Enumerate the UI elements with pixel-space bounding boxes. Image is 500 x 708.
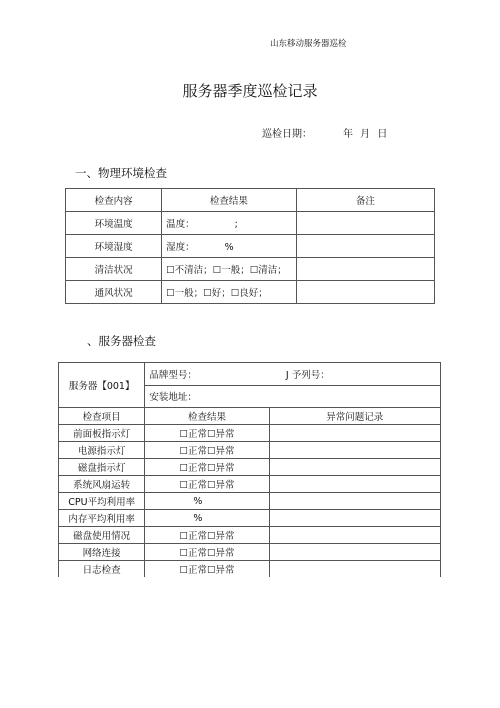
inspection-date-ymd: 年 月 日 (343, 129, 388, 140)
header-check-item: 检查内容 (66, 189, 162, 212)
table-row (59, 476, 441, 493)
row-result[interactable]: ☐正常☐异常 (145, 425, 269, 442)
row-item: 清洁状况 (66, 258, 162, 281)
humidity-unit: % (224, 242, 234, 253)
document-title: 服务器季度巡检记录 (182, 82, 318, 100)
temperature-unit: ; (234, 219, 238, 230)
table-header-row (59, 408, 441, 425)
row-result[interactable]: % (145, 493, 269, 510)
row-result[interactable]: ☐正常☐异常 (145, 544, 269, 561)
row-item: 内存平均利用率 (59, 510, 145, 527)
row-item: CPU平均利用率 (59, 493, 145, 510)
row-issue[interactable] (269, 476, 440, 493)
row-remark[interactable] (296, 212, 434, 235)
header-check-result: 检查结果 (162, 189, 297, 212)
row-issue[interactable] (269, 442, 440, 459)
humidity-label: 湿度： (166, 242, 195, 253)
row-remark[interactable] (296, 258, 434, 281)
header-remarks: 备注 (296, 189, 434, 212)
header-issue-record: 异常问题记录 (269, 408, 440, 425)
install-location-label: 安装地址： (149, 392, 197, 404)
header-note: 山东移动服务器巡检 (270, 39, 347, 49)
row-issue[interactable] (269, 561, 440, 578)
row-item: 通风状况 (66, 281, 162, 304)
row-result[interactable]: ☐正常☐异常 (145, 442, 269, 459)
header-check-result: 检查结果 (145, 408, 269, 425)
inspection-date-label: 巡检日期： (262, 129, 312, 140)
ventilation-options[interactable]: ☐一般；☐好；☐良好； (162, 281, 297, 304)
row-item: 磁盘使用情况 (59, 527, 145, 544)
table-header-row (66, 189, 435, 212)
row-issue[interactable] (269, 493, 440, 510)
server-info-row (59, 363, 441, 386)
table-row (59, 459, 441, 476)
row-result[interactable] (162, 235, 297, 258)
row-item: 环境温度 (66, 212, 162, 235)
table-row (66, 212, 435, 235)
row-issue[interactable] (269, 425, 440, 442)
row-result[interactable]: ☐正常☐异常 (145, 476, 269, 493)
cleanliness-options[interactable]: ☐不清洁；☐一般；☐清洁； (162, 258, 297, 281)
row-item: 日志检查 (59, 561, 145, 578)
table-row (66, 258, 435, 281)
install-location-cell[interactable] (145, 385, 441, 408)
row-item: 磁盘指示灯 (59, 459, 145, 476)
table-row (59, 493, 441, 510)
row-item: 网络连接 (59, 544, 145, 561)
brand-serial-cell[interactable] (145, 363, 441, 386)
temperature-label: 温度： (166, 219, 195, 230)
row-issue[interactable] (269, 527, 440, 544)
row-item: 电源指示灯 (59, 442, 145, 459)
row-result[interactable]: ☐正常☐异常 (145, 527, 269, 544)
server-label: 服务器【001】 (59, 363, 145, 408)
section-1-title: 一、物理环境检查 (75, 166, 167, 180)
row-issue[interactable] (269, 544, 440, 561)
physical-environment-table (65, 188, 435, 304)
row-result[interactable]: ☐正常☐异常 (145, 561, 269, 578)
table-row (59, 527, 441, 544)
header-check-item: 检查项目 (59, 408, 145, 425)
row-item: 系统风扇运转 (59, 476, 145, 493)
row-remark[interactable] (296, 281, 434, 304)
row-issue[interactable] (269, 459, 440, 476)
row-result[interactable]: ☐正常☐异常 (145, 459, 269, 476)
brand-model-label: 品牌型号： (149, 369, 197, 381)
table-row (59, 425, 441, 442)
server-check-table (58, 362, 441, 577)
row-issue[interactable] (269, 510, 440, 527)
row-item: 前面板指示灯 (59, 425, 145, 442)
row-result[interactable]: % (145, 510, 269, 527)
table-row (66, 281, 435, 304)
serial-number-label: J 予列号： (285, 369, 330, 381)
table-row (59, 510, 441, 527)
row-remark[interactable] (296, 235, 434, 258)
section-2-title: 、服务器检查 (87, 334, 156, 348)
table-row (66, 235, 435, 258)
table-row (59, 442, 441, 459)
row-result[interactable] (162, 212, 297, 235)
table-row (59, 544, 441, 561)
row-item: 环境湿度 (66, 235, 162, 258)
table-row (59, 561, 441, 578)
